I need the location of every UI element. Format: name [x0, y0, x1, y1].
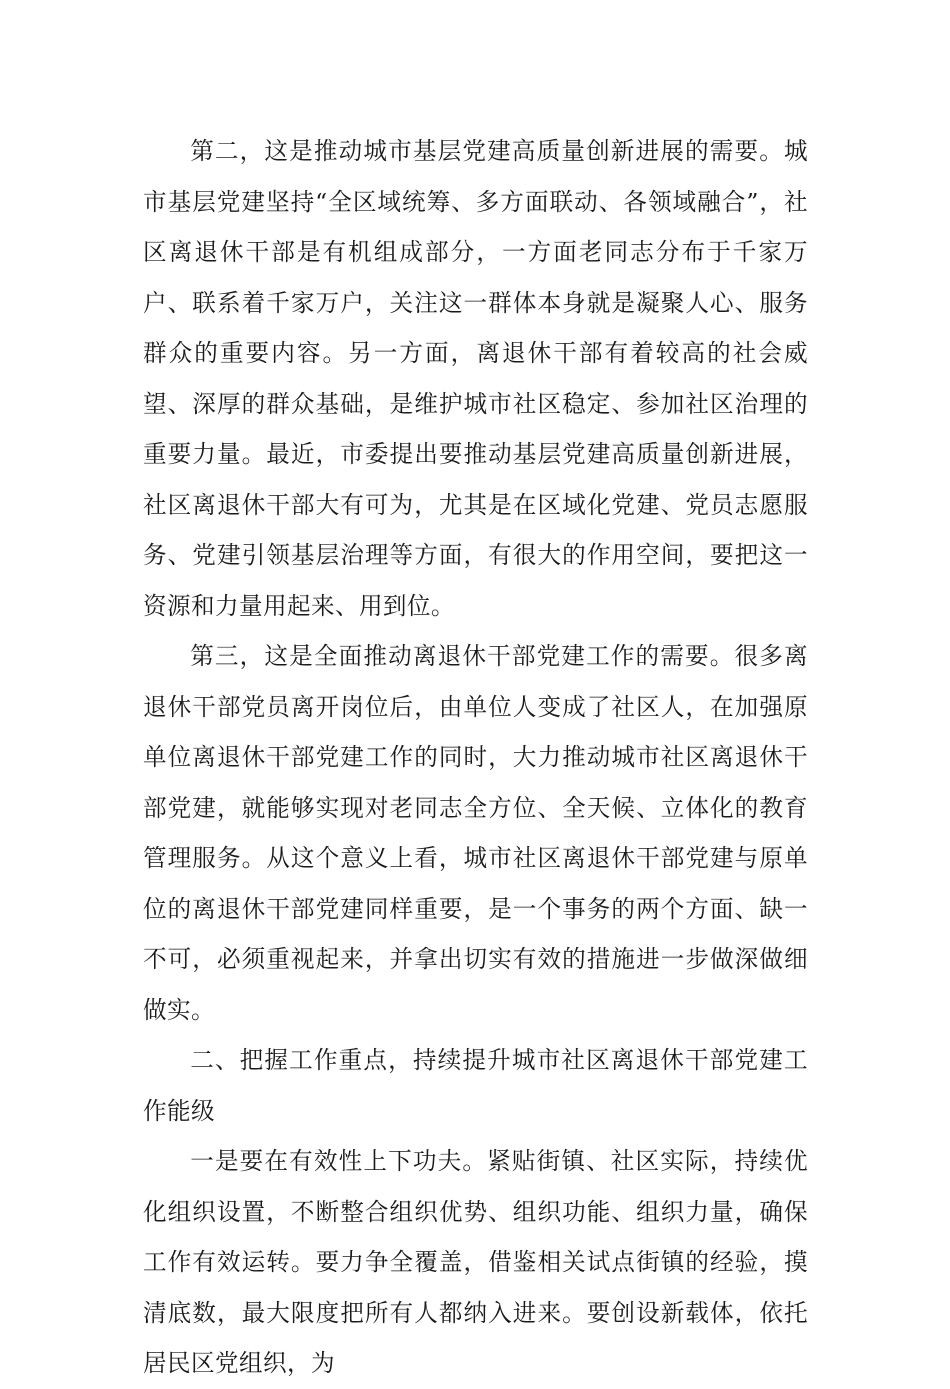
document-body — [143, 126, 808, 1389]
paragraph-second-point: 第二，这是推动城市基层党建高质量创新进展的需要。城市基层党建坚持“全区域统筹、多方面联动、各领域融合”，社区离退休干部是有机组成部分，一方面老同志分布于千家万户、联系着千家万户，关注这一群体本身就是凝聚人心、服务群众的重要内容。另一方面，离退休干部有着较高的社会威望、深厚的群众基础，是维护城市社区稳定、参加社区治理的重要力量。最近，市委提出要推动基层党建高质量创新进展，社区离退休干部大有可为，尤其是在区域化党建、党员志愿服务、党建引领基层治理等方面，有很大的作用空间，要把这一资源和力量用起来、用到位。 — [143, 137, 808, 620]
paragraph-effectiveness: 一是要在有效性上下功夫。紧贴街镇、社区实际，持续优化组织设置，不断整合组织优势、组织功能、组织力量，确保工作有效运转。要力争全覆盖，借鉴相关试点街镇的经验，摸清底数，最大限度把所有人都纳入进来。要创设新载体，依托居民区党组织，为 — [143, 1147, 808, 1377]
paragraph-third-point: 第三，这是全面推动离退休干部党建工作的需要。很多离退休干部党员离开岗位后，由单位人变成了社区人，在加强原单位离退休干部党建工作的同时，大力推动城市社区离退休干部党建，就能够实现对老同志全方位、全天候、立体化的教育管理服务。从这个意义上看，城市社区离退休干部党建与原单位的离退休干部党建同样重要，是一个事务的两个方面、缺一不可，必须重视起来，并拿出切实有效的措施进一步做深做细做实。 — [143, 642, 808, 1024]
section-heading-two: 二、把握工作重点，持续提升城市社区离退休干部党建工作能级 — [143, 1046, 808, 1125]
